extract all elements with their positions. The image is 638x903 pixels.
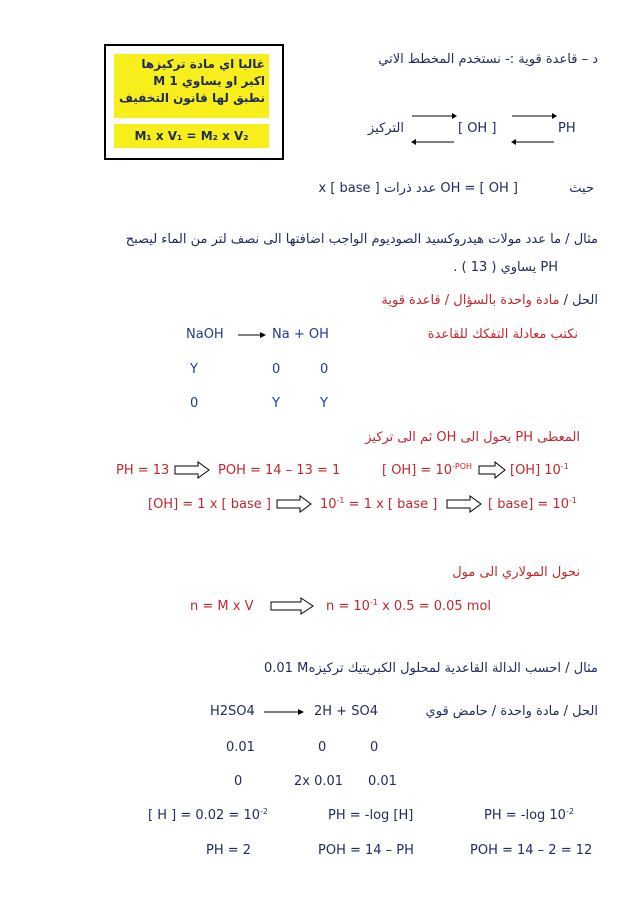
solution-prefix: الحل /: [563, 293, 598, 308]
example1-solution: [381, 293, 598, 309]
diagram-ph-label: PH: [558, 121, 576, 136]
note-box: [104, 44, 284, 160]
calc-poh-formula: POH = 14 – PH: [318, 843, 414, 858]
where-formula: [ OH ] = OH عدد ذرات x [ base ]: [318, 181, 518, 196]
eq2-right: 2H + SO4: [314, 704, 378, 719]
dilution-note: غالبا اي مادة تركيزها اكبر او يساوي 1 M نطبق لها قانون التخفيف: [114, 54, 269, 118]
eq1-row2-a: 0: [190, 396, 199, 411]
step-substitute: $10^{-1} = 1$ x [ base ]: [320, 496, 438, 512]
step-ph: PH = 13: [116, 463, 170, 478]
eq2-row1-a: 0.01: [226, 740, 255, 755]
double-arrow-icon: [174, 461, 210, 479]
double-arrow-icon: [478, 461, 506, 479]
solution-text: مادة واحدة بالسؤال / قاعدة قوية: [381, 293, 560, 308]
calc-poh-result: POH = 14 – 2 = 12: [470, 843, 593, 858]
step-oh-base: [OH] = 1 x [ base ]: [148, 497, 271, 512]
molar-note: نحول المولاري الى مول: [452, 565, 580, 580]
step-poh: POH = 14 – 13 = 1: [218, 463, 341, 478]
dissociation-note: نكتب معادلة التفكك للقاعدة: [427, 327, 578, 342]
step-base-result: [ base] = $10^{-1}$: [488, 496, 577, 512]
eq1-row2-b: Y: [272, 396, 280, 411]
step-moles-formula: n = M x V: [190, 599, 254, 614]
double-arrow-icon: [276, 495, 312, 513]
eq2-row2-a: 0: [234, 774, 243, 789]
step-moles-result: $n = 10^{-1}$ x 0.5 = 0.05 mol: [326, 598, 492, 614]
step-oh-exp: [ $OH] = 10^{-POH}$: [382, 462, 473, 478]
eq1-row1-c: 0: [320, 362, 329, 377]
double-arrow-icon: [270, 597, 314, 615]
calc-ph-result: PH = 2: [206, 843, 252, 858]
example2-concentration: 0.01 M: [264, 661, 309, 676]
convert-note: المعطى PH يحول الى OH ثم الى تركيز: [365, 430, 580, 445]
example1-question-line1: مثال / ما عدد مولات هيدروكسيد الصوديوم الواجب اضافتها الى نصف لتر من الماء ليصبح: [125, 232, 598, 247]
eq1-arrow-icon: [238, 330, 266, 340]
eq2-arrow-icon: [264, 707, 304, 717]
eq1-right: Na + OH: [272, 327, 329, 342]
eq2-row1-c: 0: [370, 740, 379, 755]
example2-solution: الحل / مادة واحدة / حامض قوي: [425, 704, 598, 719]
double-arrow-icon: [446, 495, 482, 513]
calc-h-concentration: [ H ] = $0.02 = 10^{-2}$: [148, 807, 268, 823]
eq1-left: NaOH: [186, 327, 224, 342]
eq2-row2-b: 2x 0.01: [294, 774, 344, 789]
diagram-concentration-label: التركيز: [368, 121, 404, 136]
eq2-left: H2SO4: [210, 704, 255, 719]
step-oh-value: [OH] $10^{-1}$: [510, 462, 569, 478]
section-d-heading: د – قاعدة قوية :- نستخدم المخطط الاتي: [378, 52, 598, 67]
eq2-row1-b: 0: [318, 740, 327, 755]
diagram-arrows-left: [408, 108, 458, 148]
example1-question-line2: PH يساوي ( 13 ) .: [453, 260, 558, 275]
eq2-row2-c: 0.01: [368, 774, 397, 789]
eq1-row2-c: Y: [320, 396, 328, 411]
calc-ph-formula: PH = -log [H]: [328, 808, 414, 823]
example2-question: مثال / احسب الدالة القاعدية لمحلول الكبريتيك تركيزه: [308, 661, 598, 676]
where-label: حيث: [569, 181, 594, 196]
diagram-arrows-right: [508, 108, 558, 148]
eq1-row1-a: Y: [190, 362, 198, 377]
diagram-oh-label: [ OH ]: [458, 121, 497, 136]
calc-ph-log: PH = -log $10^{-2}$: [484, 807, 574, 823]
eq1-row1-b: 0: [272, 362, 281, 377]
dilution-formula: M₁ x V₁ = M₂ x V₂: [114, 124, 269, 148]
